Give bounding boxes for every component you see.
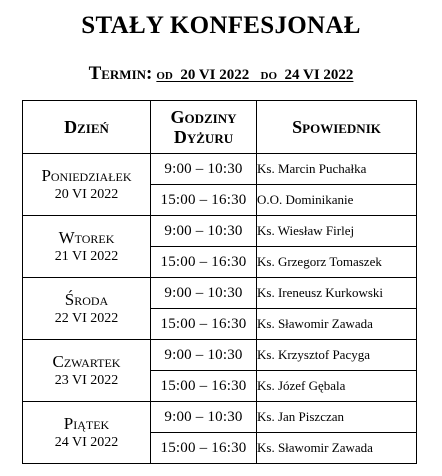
day-cell: [23, 278, 151, 340]
day-cell: [23, 216, 151, 278]
hours-cell: 15:00 – 16:30: [151, 247, 257, 278]
term-label: Termin:: [88, 63, 153, 84]
day-cell: [23, 340, 151, 402]
day-name: Wtorek: [58, 227, 115, 247]
header-confessor: Spowiednik: [257, 101, 417, 154]
table-row: [23, 216, 417, 247]
hours-cell: 9:00 – 10:30: [151, 278, 257, 309]
day-date: 24 VI 2022: [54, 434, 119, 450]
hours-cell: 9:00 – 10:30: [151, 216, 257, 247]
confessor-cell: Ks. Ireneusz Kurkowski: [257, 278, 417, 309]
header-day: Dzień: [23, 101, 151, 154]
confessor-cell: Ks. Wiesław Firlej: [257, 216, 417, 247]
hours-cell: 9:00 – 10:30: [151, 340, 257, 371]
day-date: 22 VI 2022: [54, 310, 119, 326]
hours-cell: 15:00 – 16:30: [151, 309, 257, 340]
confession-schedule-table: [22, 100, 417, 464]
table-row: [23, 402, 417, 433]
day-name: Piątek: [63, 413, 110, 433]
table-row: [23, 340, 417, 371]
day-date: 21 VI 2022: [54, 248, 119, 264]
header-hours-line1: Godziny: [170, 107, 237, 127]
table-row: [23, 278, 417, 309]
hours-cell: 15:00 – 16:30: [151, 371, 257, 402]
confessor-cell: Ks. Sławomir Zawada: [257, 309, 417, 340]
confessor-cell: Ks. Jan Piszczan: [257, 402, 417, 433]
confessor-cell: Ks. Józef Gębala: [257, 371, 417, 402]
document-title: STAŁY KONFESJONAŁ: [81, 12, 361, 39]
day-cell: [23, 154, 151, 216]
day-name: Czwartek: [52, 351, 121, 371]
table-row: [23, 154, 417, 185]
confessor-cell: Ks. Sławomir Zawada: [257, 433, 417, 464]
table-header-row: [23, 101, 417, 154]
term-line: [0, 63, 442, 86]
hours-cell: 9:00 – 10:30: [151, 154, 257, 185]
header-hours: [151, 101, 257, 154]
hours-cell: 9:00 – 10:30: [151, 402, 257, 433]
hours-cell: 15:00 – 16:30: [151, 433, 257, 464]
day-date: 20 VI 2022: [54, 186, 119, 202]
header-hours-line2: Dyżuru: [173, 127, 234, 147]
confessor-cell: Ks. Grzegorz Tomaszek: [257, 247, 417, 278]
day-date: 23 VI 2022: [54, 372, 119, 388]
confessor-cell: O.O. Dominikanie: [257, 185, 417, 216]
hours-cell: 15:00 – 16:30: [151, 185, 257, 216]
term-dates: od 20 VI 2022 do 24 VI 2022: [156, 67, 354, 83]
day-cell: [23, 402, 151, 464]
day-name: Poniedziałek: [41, 165, 132, 185]
confessor-cell: Ks. Marcin Puchałka: [257, 154, 417, 185]
confessor-cell: Ks. Krzysztof Pacyga: [257, 340, 417, 371]
day-name: Środa: [64, 289, 109, 309]
